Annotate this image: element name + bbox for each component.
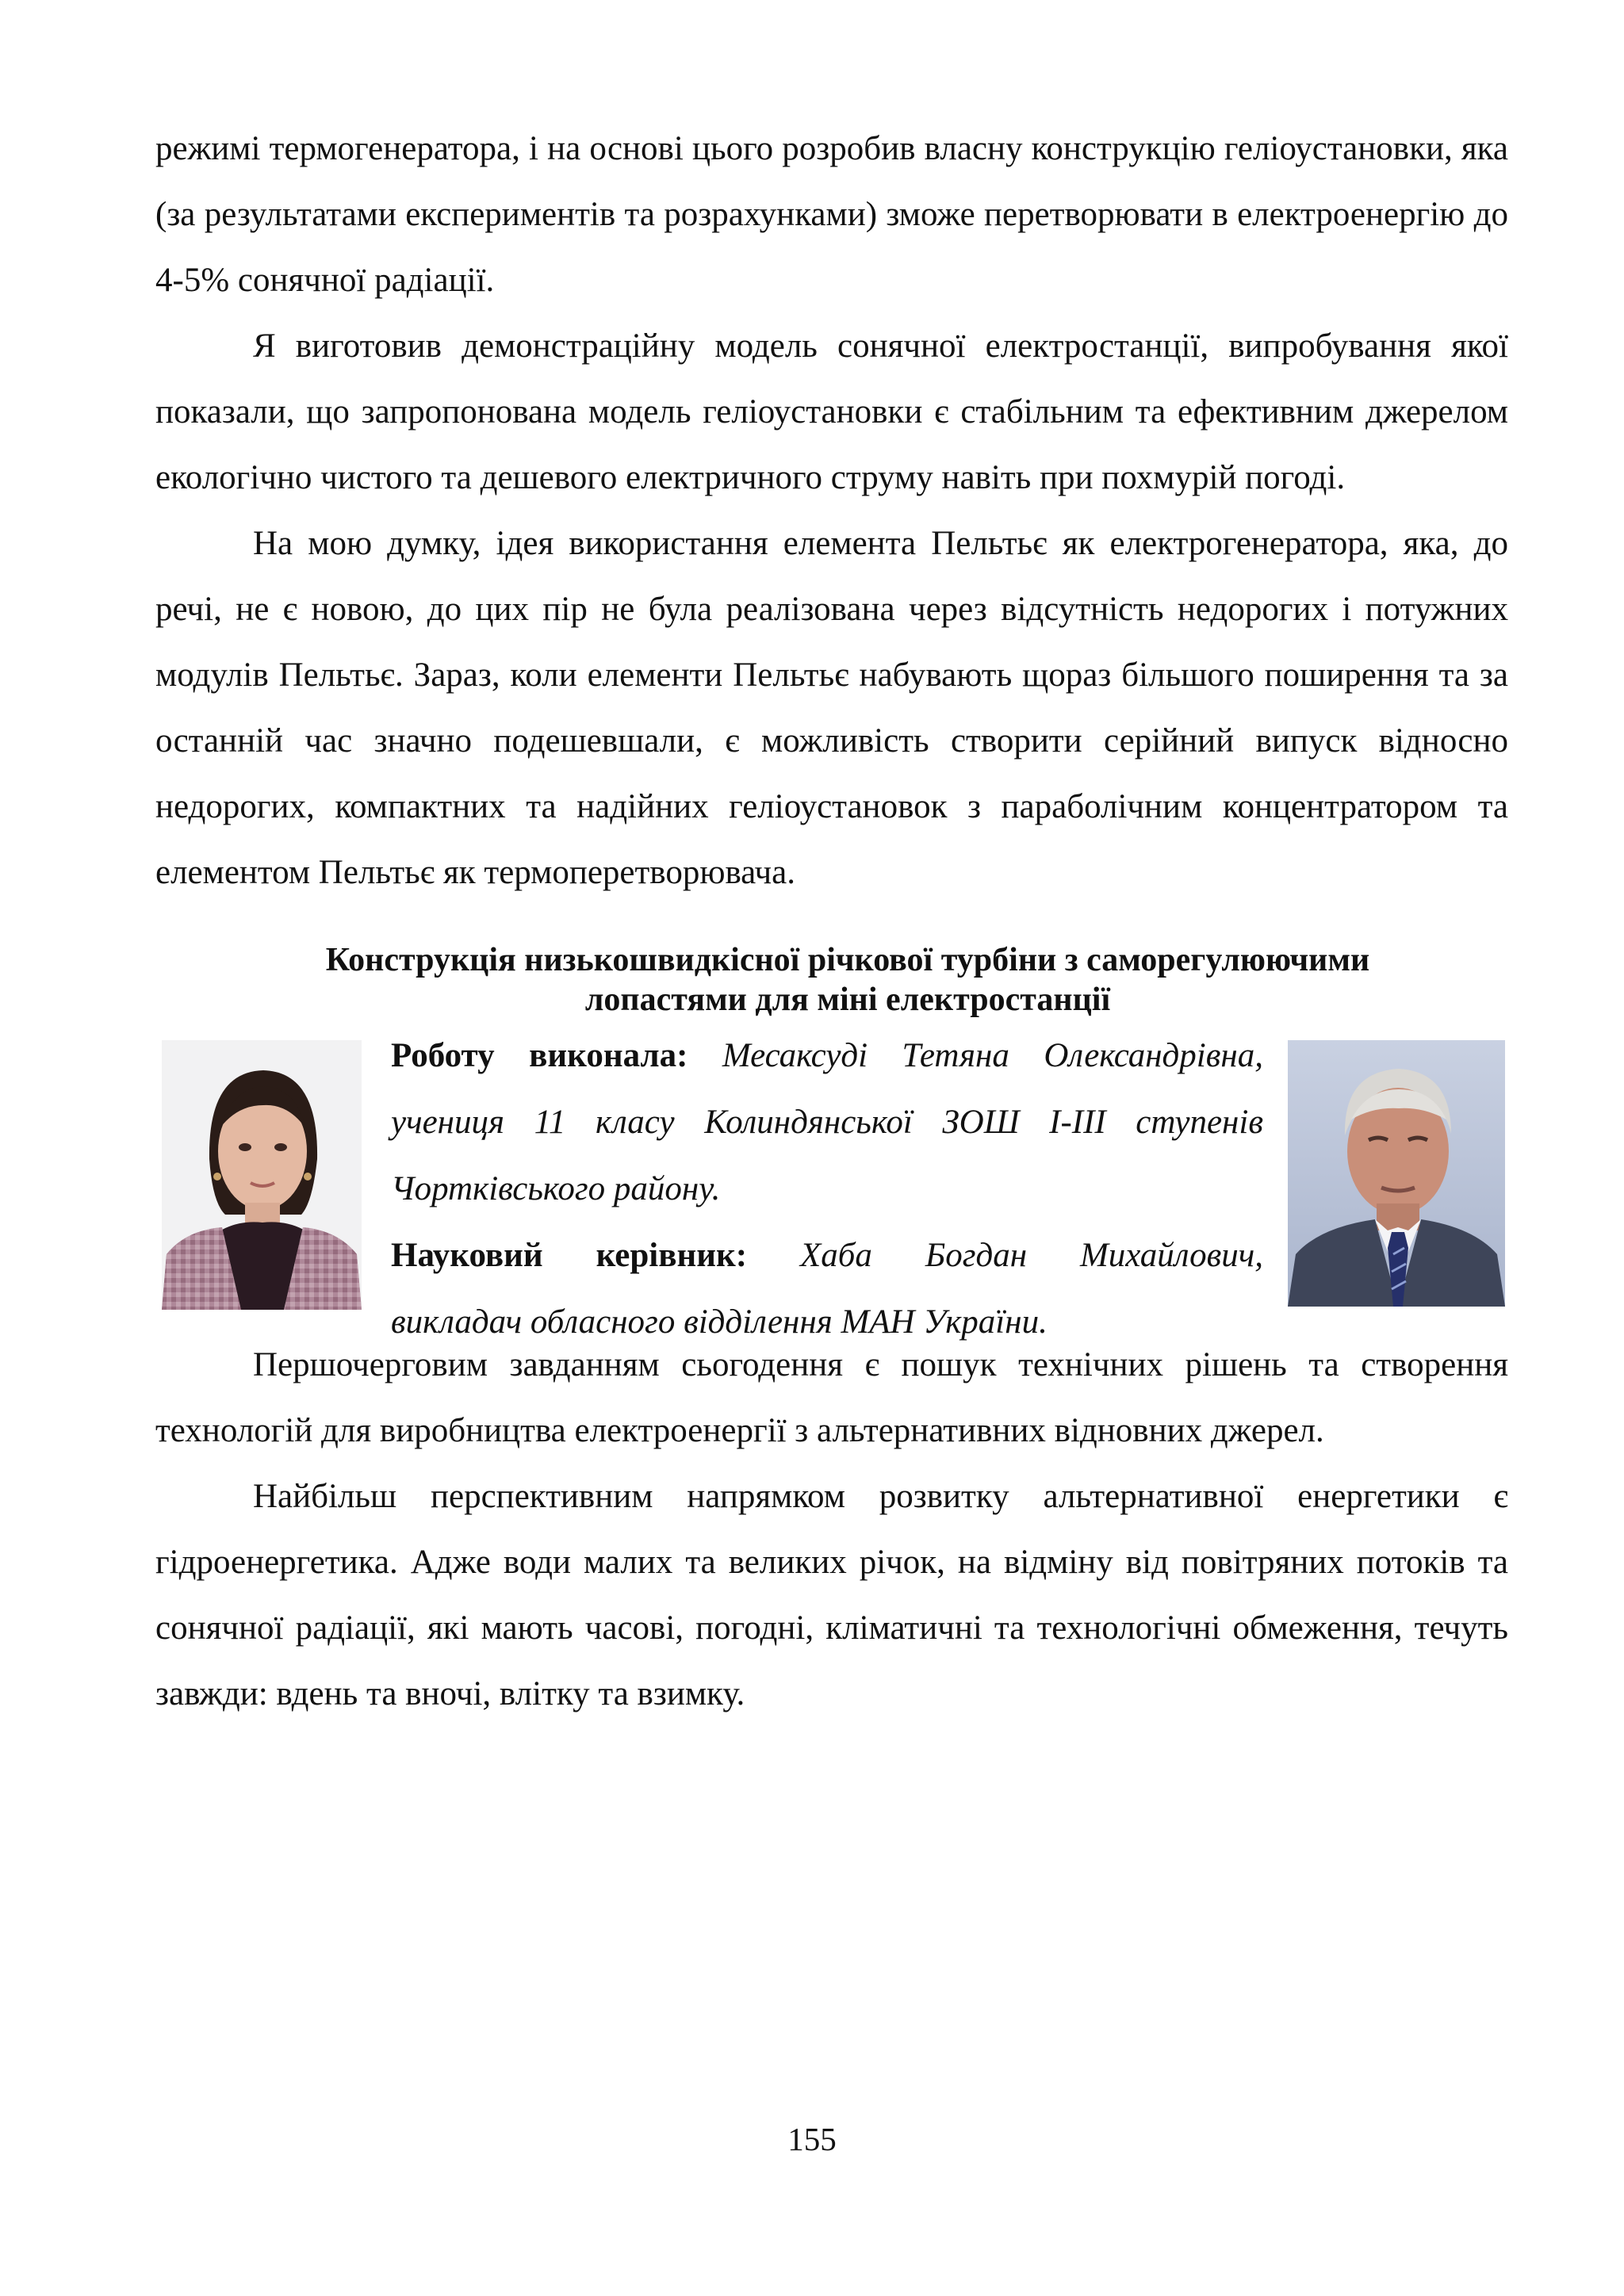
author-line (391, 1023, 1263, 1089)
article-paragraph-1: Першочерговим завданням сьогодення є пошук технічних рішень та створення технологій для виробництва електроенергії з альтернативних відновних джерел. (155, 1346, 1508, 1449)
supervisor-photo (1288, 1040, 1505, 1307)
author-name: Месаксуді Тетяна Олександрівна, (722, 1037, 1264, 1074)
supervisor-line (391, 1223, 1263, 1289)
authors-text (391, 1023, 1263, 1356)
student-portrait-image (162, 1040, 362, 1310)
article-title-line-2: лопастями для міні електростанції (584, 982, 1111, 1018)
authors-block (155, 1023, 1508, 1341)
author-info-line-1: учениця 11 класу Колиндянської ЗОШ І-ІІІ ступенів (391, 1104, 1263, 1141)
page-content (155, 116, 1508, 1727)
article-body (155, 1332, 1508, 1727)
article-title-line-1: Конструкція низькошвидкісної річкової турбіни з саморегулюючими (325, 942, 1370, 978)
article-title (155, 940, 1508, 1020)
supervisor-portrait-image (1288, 1040, 1505, 1307)
author-label: Роботу виконала: (391, 1037, 688, 1074)
paragraph-opinion: На мою думку, ідея використання елемента Пельтьє як електрогенератора, яка, до речі, не є новою, до цих пір не була реалізована через відсутність недорогих і потужних модулів Пельтьє. Зараз, коли елементи Пельтьє набувають щораз більшого поширення та за останній час значно подешевшали, є можливість створити серійний випуск відносно недорогих, компактних та надійних геліоустановок з параболічним концентратором та елементом Пельтьє як термоперетворювача. (155, 525, 1508, 891)
article-paragraph-2: Найбільш перспективним напрямком розвитку альтернативної енергетики є гідроенергетика. Адже води малих та великих річок, на відміну від повітряних потоків та сонячної радіації, які мають часові, погодні, кліматичні та технологічні обмеження, течуть завжди: вдень та вночі, влітку та взимку. (155, 1478, 1508, 1712)
paragraph-demo-model: Я виготовив демонстраційну модель сонячної електростанції, випробування якої показали, що запропонована модель геліоустановки є стабільним та ефективним джерелом екологічно чистого та дешевого електричного струму навіть при похмурій погоді. (155, 327, 1508, 496)
supervisor-info-line: викладач обласного відділення МАН України. (391, 1303, 1048, 1341)
page-number: 155 (787, 2121, 837, 2157)
author-info-line-2: Чортківського району. (391, 1170, 721, 1207)
paragraph-continuation: режимі термогенератора, і на основі цього розробив власну конструкцію геліоустановки, яка (за результатами експериментів та розрахунками) зможе перетворювати в електроенергію до 4-5% сонячної радіації. (155, 130, 1508, 299)
author-photo (162, 1040, 362, 1310)
supervisor-label: Науковий керівник: (391, 1237, 748, 1274)
supervisor-name: Хаба Богдан Михайлович, (800, 1237, 1264, 1274)
